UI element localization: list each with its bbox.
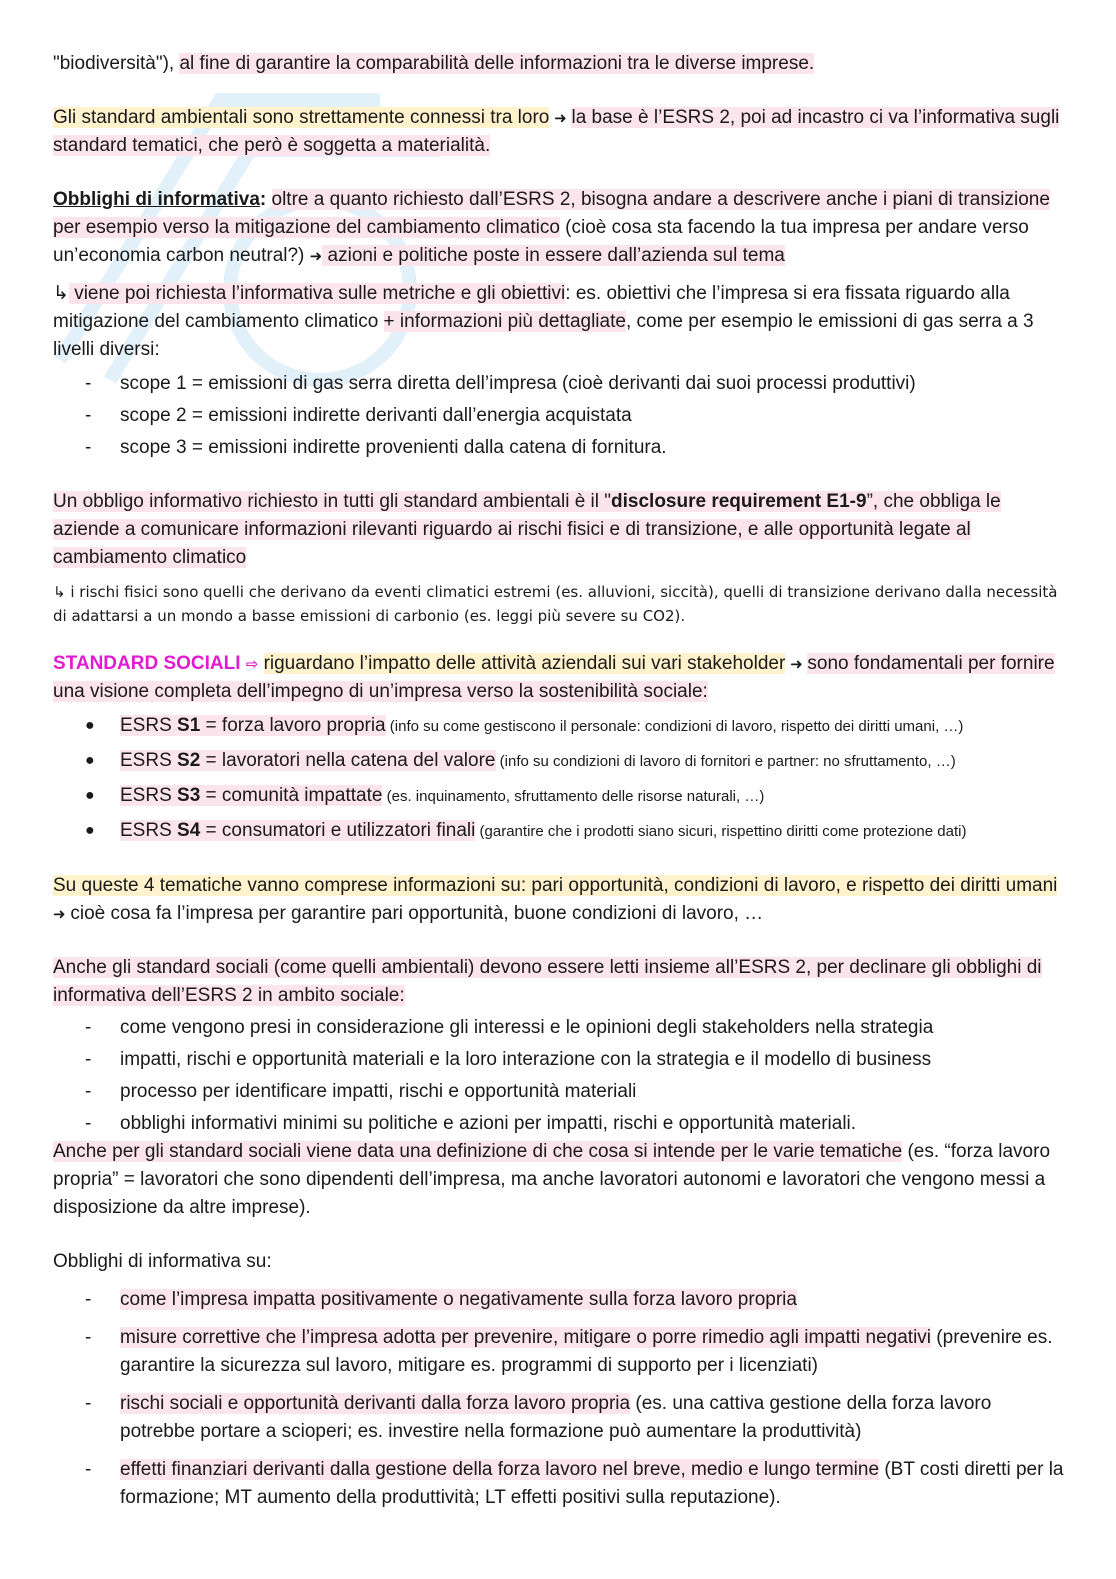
esrs-list [53, 712, 1065, 846]
list-item: ● ESRS S3 = comunità impattate (es. inquinamento, sfruttamento delle risorse naturali, …) [53, 782, 1065, 811]
paragraph-biodiversity: "biodiversità"), al fine di garantire la comparabilità delle informazioni tra le diverse imprese. [53, 53, 815, 74]
paragraph-definizione: Anche per gli standard sociali viene data una definizione di che cosa si intende per le varie tematiche (es. “forza lavoro propria” = lavoratori che sono dipendenti dell’impresa, ma anche lavoratori autonomi e lavoratori che vengono messi a disposizione da altre imprese). [53, 1141, 1051, 1218]
paragraph-esrs2-social: Anche gli standard sociali (come quelli ambientali) devono essere letti insieme all’ESRS 2, per declinare gli obblighi di informativa dell’ESRS 2 in ambito sociale: [53, 957, 1042, 1006]
arrow-right-icon: ➜ [53, 905, 71, 923]
bullet-icon: ● [85, 787, 95, 804]
list-item: - processo per identificare impatti, rischi e opportunità materiali [85, 1081, 637, 1102]
list-item: - obblighi informativi minimi su politiche e azioni per impatti, rischi e opportunità materiali. [85, 1113, 857, 1134]
arrow-right-icon: ➜ [309, 247, 323, 265]
list-item: - rischi sociali e opportunità derivanti dalla forza lavoro propria (es. una cattiva gestione della forza lavoro potrebbe portare a scioperi; es. investire nella formazione può aumentare la produttività) [85, 1393, 992, 1442]
list-item: - scope 1 = emissioni di gas serra diretta dell’impresa (cioè derivanti dai suoi processi produttivi) [85, 373, 916, 394]
list-item: - scope 3 = emissioni indirette provenienti dalla catena di fornitura. [85, 437, 667, 458]
arrow-right-icon: ➜ [785, 655, 808, 673]
list-item: - come vengono presi in considerazione gli interessi e le opinioni degli stakeholders nella strategia [85, 1017, 934, 1038]
list-item: ● ESRS S1 = forza lavoro propria (info su come gestiscono il personale: condizioni di lavoro, rispetto dei diritti umani, …) [53, 712, 1065, 741]
list-item: ● ESRS S4 = consumatori e utilizzatori finali (garantire che i prodotti siano sicuri, rispettino diritti come protezione dati) [53, 817, 1065, 846]
list-item: ● ESRS S2 = lavoratori nella catena del valore (info su condizioni di lavoro di fornitori e partner: no sfruttamento, …) [53, 747, 1065, 776]
section-heading: Obblighi di informativa [53, 189, 260, 210]
section-title: STANDARD SOCIALI [53, 653, 241, 674]
social-obligations-list [53, 1014, 1065, 1138]
paragraph-obblighi-informativa: Obblighi di informativa: oltre a quanto richiesto dall’ESRS 2, bisogna andare a descrivere anche i piani di transizione per esempio verso la mitigazione del cambiamento climatico (cioè cosa sta facendo la tua impresa per andare verso un’economia carbon neutral?) ➜ azioni e politiche poste in essere dall’azienda sul tema [53, 189, 1050, 266]
paragraph-standard-sociali: STANDARD SOCIALI ⇨ riguardano l’impatto delle attività aziendali sui vari stakeholder ➜ sono fondamentali per fornire una visione completa dell’impegno di un’impresa verso la sostenibilità sociale: [53, 653, 1055, 702]
bullet-icon: ● [85, 717, 95, 734]
list-item: - come l’impresa impatta positivamente o negativamente sulla forza lavoro propria [85, 1289, 797, 1310]
arrow-right-icon: ➜ [549, 109, 572, 127]
list-item: - misure correttive che l’impresa adotta per prevenire, mitigare o porre rimedio agli impatti negativi (prevenire es. garantire la sicurezza sul lavoro, mitigare es. programmi di supporto per i licenziati) [85, 1327, 1053, 1376]
paragraph-disclosure-requirement: Un obbligo informativo richiesto in tutti gli standard ambientali è il "disclosure requirement E1-9”, che obbliga le aziende a comunicare informazioni rilevanti riguardo ai rischi fisici e di transizione, e alle opportunità legate al cambiamento climatico [53, 491, 1001, 568]
paragraph-environmental-standards: Gli standard ambientali sono strettamente connessi tra loro ➜ la base è l’ESRS 2, poi ad incastro ci va l’informativa sugli standard tematici, che però è soggetta a materialità. [53, 107, 1060, 156]
paragraph-tematiche: Su queste 4 tematiche vanno comprese informazioni su: pari opportunità, condizioni di lavoro, e rispetto dei diritti umani ➜ cioè cosa fa l’impresa per garantire pari opportunità, buone condizioni di lavoro, … [53, 875, 1058, 924]
list-item: - impatti, rischi e opportunità materiali e la loro interazione con la strategia e il modello di business [85, 1049, 932, 1070]
workforce-obligations-list [53, 1286, 1065, 1512]
document-page [53, 50, 1065, 1512]
arrow-right-outline-icon: ⇨ [240, 655, 264, 673]
bullet-icon: ● [85, 752, 95, 769]
scope-list [53, 370, 1065, 462]
list-item: - scope 2 = emissioni indirette derivanti dall’energia acquistata [85, 405, 632, 426]
paragraph-obblighi-su: Obblighi di informativa su: [53, 1251, 272, 1272]
bullet-icon: ● [85, 822, 95, 839]
hook-arrow-icon: ↳ [53, 283, 69, 304]
paragraph-risks-note: ↳ i rischi fisici sono quelli che derivano da eventi climatici estremi (es. alluvioni, siccità), quelli di transizione derivano dalla necessità di adattarsi a un mondo a basse emissioni di carbonio (es. leggi più severe su CO2). [53, 583, 1058, 625]
paragraph-metrics: ↳ viene poi richiesta l’informativa sulle metriche e gli obiettivi: es. obiettivi che l’impresa si era fissata riguardo alla mitigazione del cambiamento climatico + informazioni più dettagliate, come per esempio le emissioni di gas serra a 3 livelli diversi: [53, 283, 1034, 360]
list-item: - effetti finanziari derivanti dalla gestione della forza lavoro nel breve, medio e lungo termine (BT costi diretti per la formazione; MT aumento della produttività; LT effetti positivi sulla reputazione). [85, 1459, 1064, 1508]
